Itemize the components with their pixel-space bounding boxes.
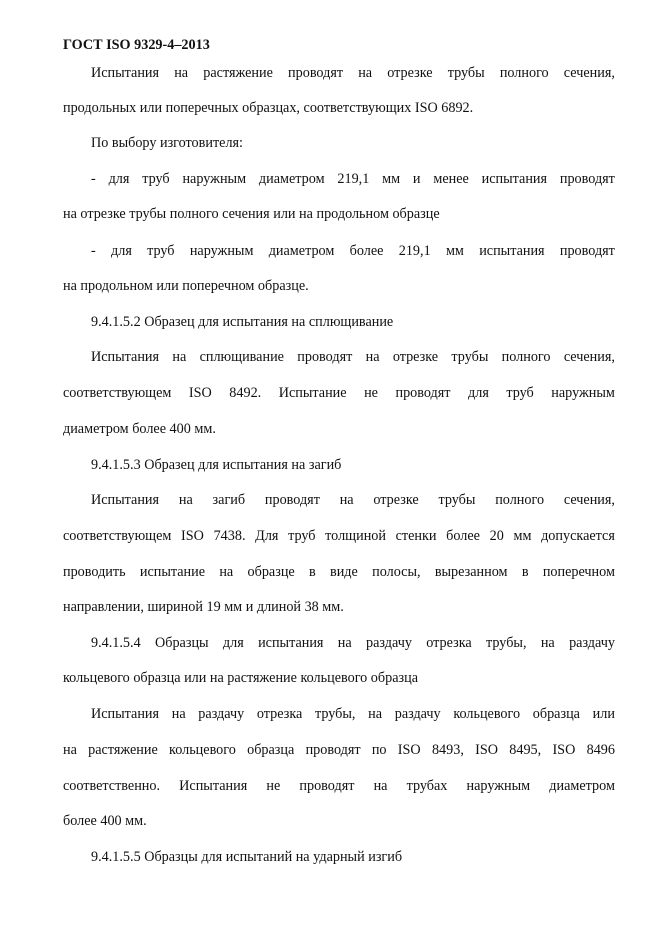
word: проводят — [264, 492, 320, 508]
list-item-line — [91, 241, 615, 261]
word: проводят — [288, 65, 344, 81]
text-line — [91, 63, 615, 83]
word: для — [108, 171, 130, 187]
word: проводят — [559, 243, 615, 259]
word: - — [91, 171, 96, 187]
word: Для — [255, 528, 279, 544]
word: мм — [382, 171, 401, 187]
word: или — [592, 706, 615, 722]
word: 9.4.1.5.4 — [91, 635, 141, 651]
word: ISO — [397, 742, 421, 758]
word: не — [364, 385, 378, 401]
word: проводят — [559, 171, 615, 187]
text-line — [91, 347, 615, 367]
word: 8492. — [229, 385, 262, 401]
text-line: более 400 мм. — [63, 813, 147, 829]
list-item-line — [91, 169, 615, 189]
word: на — [63, 742, 77, 758]
word: сечения, — [563, 492, 615, 508]
word: на — [540, 635, 555, 651]
word: наружным — [466, 778, 531, 794]
word: стенки — [395, 528, 437, 544]
word: Испытания — [91, 492, 160, 508]
word: мм — [513, 528, 532, 544]
word: 8495, — [509, 742, 542, 758]
text-line — [91, 704, 615, 724]
word: на — [174, 65, 189, 81]
text-line — [63, 776, 615, 796]
word: толщиной — [325, 528, 386, 544]
word: для — [222, 635, 244, 651]
word: более — [446, 528, 480, 544]
word: полного — [495, 492, 545, 508]
text-line — [63, 383, 615, 403]
document-header: ГОСТ ISO 9329-4–2013 — [63, 37, 210, 53]
text-line — [63, 740, 615, 760]
word: не — [266, 778, 281, 794]
word: поперечном — [542, 564, 615, 580]
word: образце — [247, 564, 295, 580]
word: испытание — [139, 564, 206, 580]
word: ISO — [552, 742, 576, 758]
text-line: продольных или поперечных образцах, соответствующих ISO 6892. — [63, 100, 474, 116]
word: кольцевого — [453, 706, 521, 722]
word: раздачу — [366, 635, 412, 651]
text-line: на продольном или поперечном образце. — [63, 278, 309, 294]
section-heading: 9.4.1.5.2 Образец для испытания на сплющивание — [91, 314, 394, 330]
word: на — [358, 65, 373, 81]
word: на — [373, 778, 388, 794]
word: виде — [330, 564, 358, 580]
word: вырезанном — [434, 564, 508, 580]
word: мм — [445, 243, 464, 259]
word: - — [91, 243, 96, 259]
word: на — [219, 564, 234, 580]
word: на — [368, 706, 383, 722]
word: допускается — [541, 528, 615, 544]
word: трубы — [438, 492, 476, 508]
word: и — [412, 171, 421, 187]
text-line: диаметром более 400 мм. — [63, 421, 216, 437]
word: испытания — [479, 243, 545, 259]
word: соответственно. — [63, 778, 161, 794]
word: проводить — [63, 564, 126, 580]
word: 219,1 — [398, 243, 431, 259]
word: отрезке — [387, 65, 433, 81]
word: наружным — [189, 243, 254, 259]
word: ISO — [181, 528, 204, 544]
word: труб — [142, 171, 170, 187]
word: труб — [506, 385, 534, 401]
word: 8496 — [586, 742, 615, 758]
section-heading-cont: кольцевого образца или на растяжение кольцевого образца — [63, 670, 418, 686]
word: трубы — [447, 65, 485, 81]
word: менее — [433, 171, 469, 187]
word: проводят — [305, 742, 361, 758]
word: Испытания — [91, 349, 160, 365]
text-line — [91, 490, 615, 510]
word: загиб — [212, 492, 246, 508]
word: сплющивание — [199, 349, 284, 365]
word: на — [337, 635, 352, 651]
word: раздачу — [198, 706, 245, 722]
word: в — [521, 564, 529, 580]
word: Испытания — [91, 706, 160, 722]
word: трубы, — [315, 706, 356, 722]
word: растяжение — [88, 742, 158, 758]
word: 219,1 — [337, 171, 370, 187]
word: отрезке — [392, 349, 439, 365]
word: диаметром — [268, 243, 335, 259]
word: по — [371, 742, 387, 758]
word: для — [111, 243, 132, 259]
word: сечения, — [563, 349, 615, 365]
word: испытания — [481, 171, 548, 187]
text-line: на отрезке трубы полного сечения или на продольном образце — [63, 206, 440, 222]
word: 8493, — [431, 742, 464, 758]
section-heading — [91, 633, 615, 653]
word: соответствующем — [63, 528, 172, 544]
word: наружным — [182, 171, 247, 187]
word: кольцевого — [169, 742, 236, 758]
word: труб — [147, 243, 175, 259]
section-heading: 9.4.1.5.5 Образцы для испытаний на ударный изгиб — [91, 849, 403, 865]
word: диаметром — [258, 171, 325, 187]
word: Испытание — [278, 385, 347, 401]
word: на — [171, 706, 186, 722]
word: ISO — [475, 742, 498, 758]
word: раздачу — [569, 635, 615, 651]
word: в — [309, 564, 316, 580]
word: образца — [247, 742, 295, 758]
word: отрезке — [373, 492, 419, 508]
word: Испытания — [179, 778, 248, 794]
word: трубах — [406, 778, 448, 794]
word: 7438. — [213, 528, 246, 544]
word: полного — [499, 65, 549, 81]
word: 20 — [489, 528, 504, 544]
word: трубы, — [486, 635, 527, 651]
word: полосы, — [372, 564, 421, 580]
word: образца — [532, 706, 580, 722]
text-line: направлении, шириной 19 мм и длиной 38 мм. — [63, 599, 344, 615]
word: сечения, — [563, 65, 615, 81]
word: испытания — [258, 635, 324, 651]
word: на — [178, 492, 193, 508]
section-heading: 9.4.1.5.3 Образец для испытания на загиб — [91, 457, 342, 473]
text-line — [63, 526, 615, 546]
word: растяжение — [203, 65, 273, 81]
text-line: По выбору изготовителя: — [91, 135, 243, 151]
word: наружным — [551, 385, 615, 401]
word: диаметром — [549, 778, 615, 794]
word: на — [365, 349, 380, 365]
word: Образцы — [154, 635, 209, 651]
word: соответствующем — [63, 385, 172, 401]
word: отрезка — [256, 706, 303, 722]
word: трубы — [451, 349, 489, 365]
word: ISO — [188, 385, 212, 401]
word: отрезка — [426, 635, 472, 651]
word: полного — [501, 349, 551, 365]
word: проводят — [395, 385, 451, 401]
text-line — [63, 562, 615, 582]
word: Испытания — [91, 65, 160, 81]
word: на — [172, 349, 187, 365]
word: раздачу — [394, 706, 441, 722]
word: проводят — [299, 778, 355, 794]
word: труб — [288, 528, 316, 544]
word: проводят — [297, 349, 353, 365]
word: на — [339, 492, 354, 508]
word: для — [468, 385, 489, 401]
word: более — [349, 243, 384, 259]
